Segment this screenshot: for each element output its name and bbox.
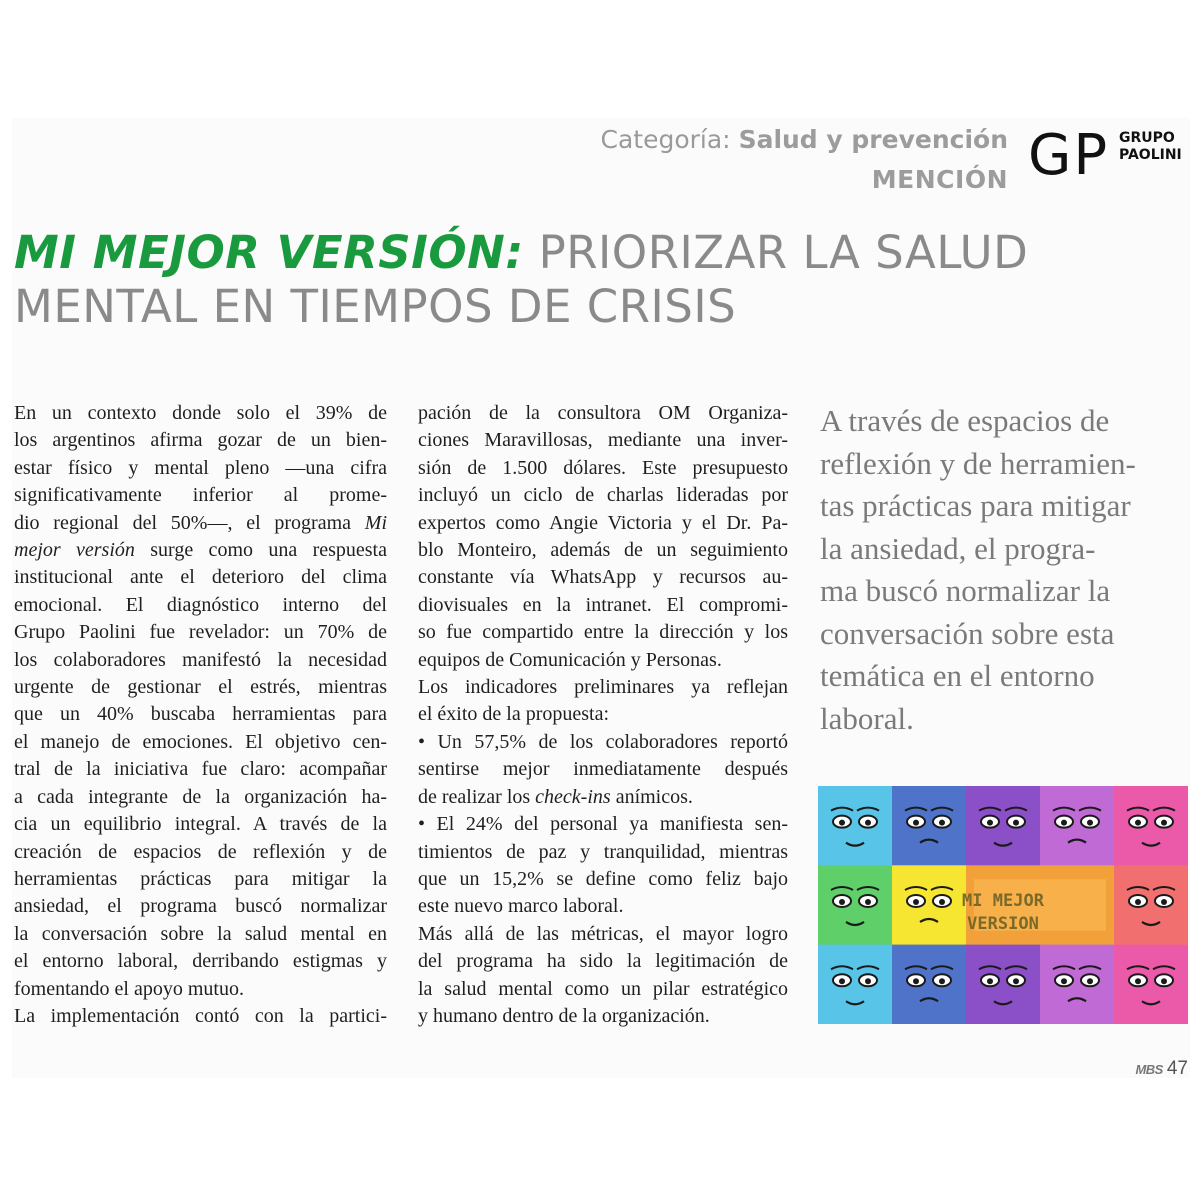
bullet-line: de realizar los check-ins anímicos.: [418, 785, 693, 808]
headline-rest: PRIORIZAR LA SALUD: [538, 226, 1029, 279]
body-line: expertos como Angie Victoria y el Dr. Pa-: [418, 511, 788, 534]
pull-quote-line: la ansiedad, el progra-: [820, 530, 1096, 566]
headline-line-2: MENTAL EN TIEMPOS DE CRISIS: [14, 280, 737, 333]
body-line: Más allá de las métricas, el mayor logro: [418, 922, 788, 945]
artwork-tile: [892, 786, 967, 866]
artwork-tile: [966, 786, 1041, 866]
artwork-title-line-2: VERSION: [967, 914, 1039, 934]
body-line: el entorno laboral, derribando estigmas y: [14, 950, 387, 973]
program-name-italic: mejor versión: [14, 539, 135, 562]
logo-line-1: GRUPO: [1119, 130, 1175, 146]
body-line: constante vía WhatsApp y recursos au-: [418, 566, 788, 589]
body-line: estar físico y mental pleno —una cifra: [14, 456, 387, 479]
bullet-line: sentirse mejor inmediatamente después: [418, 758, 788, 781]
body-line: los argentinos afirma gozar de un bien-: [14, 429, 387, 452]
article-headline: [14, 226, 1164, 334]
body-line: so fue compartido entre la dirección y los: [418, 621, 788, 644]
category-line: [601, 124, 1008, 155]
body-column-1: [14, 400, 387, 1030]
body-line: En un contexto donde solo el 39% de: [14, 402, 387, 424]
pull-quote-line: ma buscó normalizar la: [820, 573, 1111, 608]
artwork-tile: [1114, 945, 1188, 1024]
category-value: Salud y prevención: [738, 125, 1008, 154]
body-line: la salud mental como un pilar estratégico: [418, 977, 788, 1000]
page-number: 47: [1166, 1058, 1188, 1079]
bullet-line: que un 15,2% se define como feliz bajo: [418, 867, 788, 890]
artwork-tile: [818, 945, 893, 1024]
bullet-line: • El 24% del personal ya manifiesta sen-: [418, 813, 788, 836]
body-line: Grupo Paolini fue revelador: un 70% de: [14, 621, 387, 644]
body-line: y humano dentro de la organización.: [418, 1004, 710, 1027]
bullet-line: • Un 57,5% de los colaboradores reportó: [418, 730, 788, 753]
body-column-2: [418, 400, 788, 1030]
bullet-line: este nuevo marco laboral.: [418, 895, 624, 918]
body-line: emocional. El diagnóstico interno del: [14, 593, 387, 616]
artwork-tile: [1114, 786, 1188, 866]
logo-brand-text: [1119, 130, 1182, 164]
body-line: blo Monteiro, además de un seguimiento: [418, 539, 788, 562]
magazine-logo: MBS: [1135, 1062, 1163, 1077]
body-line: diovisuales en la intranet. El compromi-: [418, 593, 788, 616]
check-ins-italic: check-ins: [535, 785, 611, 808]
body-line: equipos de Comunicación y Personas.: [418, 648, 722, 671]
body-line: sión de 1.500 dólares. Este presupuesto: [418, 456, 788, 479]
mi-mejor-version-artwork: [818, 786, 1188, 1024]
page-footer: [1135, 1058, 1188, 1080]
body-line: incluyó un ciclo de charlas lideradas por: [418, 484, 788, 507]
body-line: creación de espacios de reflexión y de: [14, 840, 387, 863]
body-line: el manejo de emociones. El objetivo cen-: [14, 730, 387, 753]
pull-quote-line: conversación sobre esta: [820, 615, 1115, 651]
logo-letters: GP: [1028, 123, 1110, 188]
body-line: la conversación sobre la salud mental en: [14, 922, 387, 945]
grupo-paolini-logo: [1028, 123, 1188, 188]
artwork-tile: [1040, 786, 1115, 866]
category-label: Categoría:: [600, 125, 731, 154]
body-line: dio regional del 50%—, el programa Mi: [14, 511, 388, 534]
artwork-tile: [892, 945, 967, 1024]
body-line: que un 40% buscaba herramientas para: [14, 703, 387, 726]
pull-quote: [820, 400, 1170, 740]
body-line: herramientas prácticas para mitigar la: [14, 867, 387, 890]
artwork-tile: [1114, 865, 1188, 945]
body-line: ciones Maravillosas, mediante una inver-: [418, 429, 788, 452]
pull-quote-line: tas prácticas para mitigar: [820, 488, 1131, 523]
body-line: del programa ha sido la legitimación de: [418, 950, 788, 973]
headline-line-1: [14, 226, 1164, 280]
body-line: el éxito de la propuesta:: [418, 703, 610, 726]
body-line: mejor versión surge como una respuesta: [14, 539, 387, 562]
artwork-tile: [818, 865, 893, 945]
logo-line-2: PAOLINI: [1119, 147, 1182, 163]
body-line: ansiedad, el programa buscó normalizar: [14, 895, 387, 918]
pull-quote-line: A través de espacios de: [820, 403, 1110, 438]
artwork-tile: [818, 786, 893, 866]
headline-highlight: MI MEJOR VERSIÓN:: [14, 226, 524, 279]
artwork-title-line-1: MI MEJOR: [962, 891, 1044, 911]
program-name-italic: Mi: [364, 511, 388, 534]
body-line: pación de la consultora OM Organiza-: [418, 402, 788, 424]
pull-quote-line: laboral.: [820, 700, 914, 736]
body-line: tral de la iniciativa fue claro: acompañar: [14, 758, 387, 781]
body-line: institucional ante el deterioro del clima: [14, 566, 387, 589]
artwork-tile: [966, 945, 1041, 1024]
body-line: fomentando el apoyo mutuo.: [14, 977, 244, 1000]
body-line: Los indicadores preliminares ya reflejan: [418, 676, 788, 699]
pull-quote-line: reflexión y de herramien-: [820, 445, 1136, 481]
body-line: los colaboradores manifestó la necesidad: [14, 648, 387, 671]
faces-grid-illustration: [818, 786, 1188, 1024]
artwork-tile: [1040, 945, 1115, 1024]
pull-quote-line: temática en el entorno: [820, 658, 1095, 693]
mention-label: MENCIÓN: [871, 165, 1008, 194]
artwork-tile: [892, 865, 967, 945]
body-line: significativamente inferior al prome-: [14, 484, 387, 507]
body-line: cia un equilibrio integral. A través de la: [14, 813, 387, 836]
bullet-line: timientos de paz y tranquilidad, mientras: [418, 840, 788, 863]
body-line: La implementación contó con la partici-: [14, 1004, 387, 1027]
body-line: urgente de gestionar el estrés, mientras: [14, 676, 387, 699]
body-line: a cada integrante de la organización ha-: [14, 785, 387, 808]
